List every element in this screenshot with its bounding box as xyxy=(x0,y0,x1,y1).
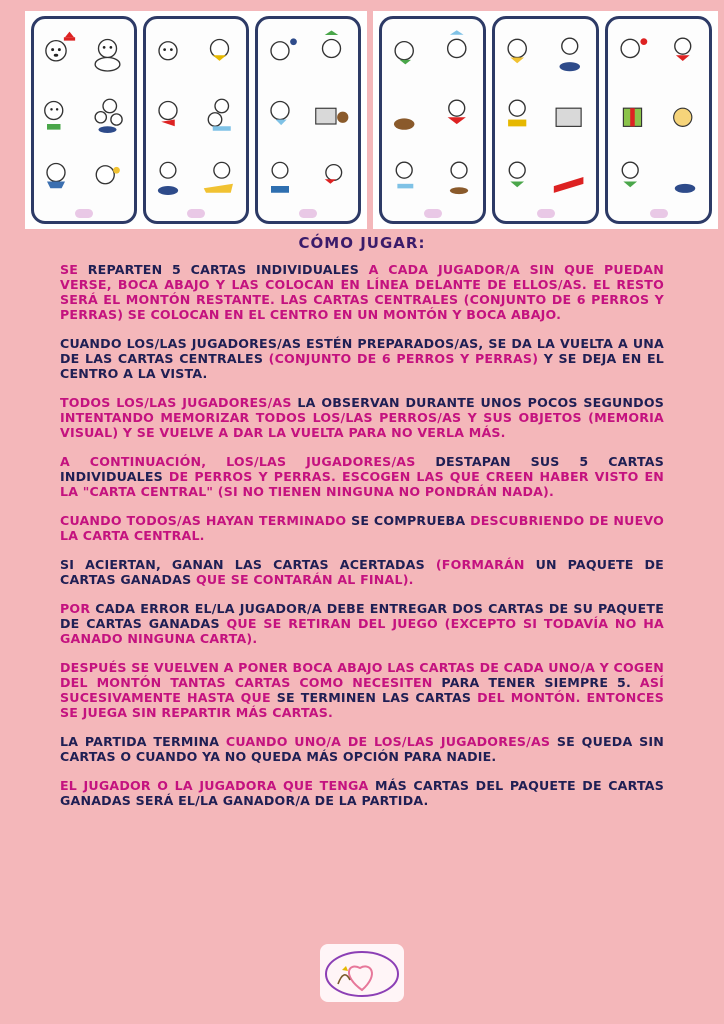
text-segment: EL JUGADOR O LA JUGADORA QUE TENGA xyxy=(60,778,375,793)
dog-illustration xyxy=(85,147,130,207)
dog-illustration xyxy=(262,23,307,83)
text-segment: Y SE DEJA EN EL CENTRO A LA VISTA. xyxy=(60,351,665,381)
cards-photo-right xyxy=(373,11,718,229)
text-segment: MÁS CARTAS DEL PAQUETE DE CARTAS GANADAS SERÁ EL/LA GANADOR/A DE LA PARTIDA. xyxy=(60,778,664,808)
text-segment: (CONJUNTO DE 6 PERROS Y PERRAS) xyxy=(268,351,544,366)
dog-illustration xyxy=(434,23,480,83)
ball-illustration xyxy=(660,85,706,145)
pet-carrier-illustration xyxy=(547,85,593,145)
dog-illustration xyxy=(150,23,195,83)
card-logo-mark xyxy=(187,209,205,218)
pet-carrier-illustration xyxy=(309,85,354,145)
dog-illustration xyxy=(499,147,545,207)
text-segment: SE COMPRUEBA xyxy=(351,513,471,528)
text-segment: UN PAQUETE DE CARTAS GANADAS xyxy=(60,557,664,587)
poodle-illustration xyxy=(85,85,130,145)
text-segment: INTENTANDO MEMORIZAR TODOS LOS/LAS PERROS/AS Y SUS OBJETOS (MEMORIA VISUAL) Y SE VUELVE A DAR LA VUELTA PARA NO VERLA MÁS. xyxy=(60,410,664,440)
card-logo-mark xyxy=(650,209,668,218)
instruction-paragraph xyxy=(60,778,664,808)
dog-illustration xyxy=(612,23,658,83)
dog-illustration xyxy=(499,23,545,83)
text-segment: CADA ERROR EL/LA JUGADOR/A DEBE ENTREGAR DOS CARTAS DE SU PAQUETE DE CARTAS GANADAS xyxy=(60,601,664,631)
text-segment: CUANDO TODOS/AS HAYAN TERMINADO xyxy=(60,513,352,528)
card-logo-mark xyxy=(537,209,555,218)
dog-illustration xyxy=(386,147,432,207)
text-segment: (FORMARÁN xyxy=(435,557,536,572)
text-segment: CUANDO UNO/A DE LOS/LAS JUGADORES/AS xyxy=(225,734,557,749)
dog-illustration xyxy=(499,85,545,145)
dog-card xyxy=(492,16,599,224)
dog-illustration xyxy=(612,147,658,207)
instruction-paragraph xyxy=(60,395,664,440)
dog-illustration xyxy=(150,85,195,145)
dog-illustration xyxy=(309,147,354,207)
text-segment: A CONTINUACIÓN, LOS/LAS JUGADORES/AS xyxy=(60,454,436,469)
text-segment: TODOS LOS/LAS JUGADORES/AS xyxy=(60,395,298,410)
text-segment: POR xyxy=(60,601,96,616)
text-segment: REPARTEN 5 CARTAS INDIVIDUALES xyxy=(87,262,369,277)
card-logo-mark xyxy=(424,209,442,218)
dog-illustration xyxy=(660,23,706,83)
text-segment: DESTAPAN SUS 5 CARTAS INDIVIDUALES xyxy=(60,454,664,484)
text-segment: LA PARTIDA TERMINA xyxy=(60,734,226,749)
instruction-paragraph xyxy=(60,262,664,322)
instruction-paragraph xyxy=(60,601,664,646)
dog-illustration xyxy=(150,147,195,207)
dog-card xyxy=(31,16,137,224)
text-segment: PARA TENER SIEMPRE 5. xyxy=(441,675,640,690)
card-logo-mark xyxy=(75,209,93,218)
instruction-paragraph xyxy=(60,454,664,499)
dog-illustration xyxy=(386,23,432,83)
dog-illustration xyxy=(547,147,593,207)
dog-illustration xyxy=(262,85,307,145)
instruction-paragraph xyxy=(60,513,664,543)
text-segment: LA OBSERVAN DURANTE UNOS POCOS SEGUNDOS xyxy=(297,395,664,410)
dog-card xyxy=(379,16,486,224)
page-title: CÓMO JUGAR: xyxy=(298,234,426,252)
text-segment: DESPUÉS SE VUELVEN A PONER BOCA ABAJO LAS CARTAS DE CADA UNO/A Y COGEN DEL MONTÓN TANTAS CARTAS COMO NECESITEN xyxy=(60,660,664,690)
text-segment: CUANDO LOS/LAS JUGADORES/AS ESTÉN PREPARADOS/AS, SE DA LA VUELTA A UNA DE LAS CARTAS CENTRALES xyxy=(60,336,664,366)
dog-card xyxy=(143,16,249,224)
poodle-illustration xyxy=(434,85,480,145)
dog-illustration xyxy=(434,147,480,207)
dog-illustration xyxy=(38,23,83,83)
brand-logo xyxy=(320,944,404,1002)
dog-illustration xyxy=(547,23,593,83)
dog-illustration xyxy=(197,23,242,83)
poodle-illustration xyxy=(197,85,242,145)
dog-card xyxy=(605,16,712,224)
dog-illustration xyxy=(38,147,83,207)
text-segment: QUE SE CONTARÁN AL FINAL). xyxy=(195,572,414,587)
dog-illustration xyxy=(386,85,432,145)
dog-illustration xyxy=(262,147,307,207)
text-segment: SE QUEDA SIN CARTAS O CUANDO YA NO QUEDA MÁS OPCIÓN PARA NADIE. xyxy=(60,734,664,764)
text-segment: A CADA JUGADOR/A SIN QUE PUEDAN VERSE, BOCA ABAJO Y LAS COLOCAN EN LÍNEA DELANTE DE ELLOS/AS. EL RESTO SERÁ EL MONTÓN RESTANTE. LAS CARTAS CENTRALES (CONJUNTO DE 6 PERROS Y PERRAS) SE COLOCAN EN EL CENTRO EN UN MONTÓN Y BOCA ABAJO. xyxy=(60,262,664,322)
instruction-paragraph xyxy=(60,734,664,764)
card-logo-mark xyxy=(299,209,317,218)
text-segment: DEL MONTÓN. ENTONCES SE JUEGA SIN REPARTIR MÁS CARTAS. xyxy=(60,690,664,720)
text-segment: DE PERROS Y PERRAS. ESCOGEN xyxy=(168,469,417,484)
dog-illustration xyxy=(660,147,706,207)
poodle-illustration xyxy=(38,85,83,145)
dog-illustration xyxy=(197,147,242,207)
instructions xyxy=(60,262,664,822)
text-segment: SE xyxy=(60,262,88,277)
instruction-paragraph xyxy=(60,557,664,587)
dog-illustration xyxy=(85,23,130,83)
text-segment: QUE SE RETIRAN DEL JUEGO (EXCEPTO SI TODAVÍA NO HA GANADO NINGUNA CARTA). xyxy=(60,616,664,646)
text-segment: DESCUBRIENDO DE NUEVO LA CARTA CENTRAL. xyxy=(60,513,665,543)
text-segment: SI ACIERTAN, GANAN LAS CARTAS ACERTADAS xyxy=(60,557,436,572)
text-segment: LAS QUE CREEN HABER VISTO EN LA "CARTA CENTRAL" (SI NO TIENEN NINGUNA NO PONDRÁN NADA). xyxy=(60,469,664,499)
text-segment: ASÍ SUCESIVAMENTE HASTA QUE xyxy=(60,675,664,705)
dog-card xyxy=(255,16,361,224)
gift-box-illustration xyxy=(612,85,658,145)
text-segment: SE TERMINEN LAS CARTAS xyxy=(276,690,478,705)
cards-photo-left xyxy=(25,11,367,229)
instruction-paragraph xyxy=(60,336,664,381)
dog-illustration xyxy=(309,23,354,83)
instruction-paragraph xyxy=(60,660,664,720)
